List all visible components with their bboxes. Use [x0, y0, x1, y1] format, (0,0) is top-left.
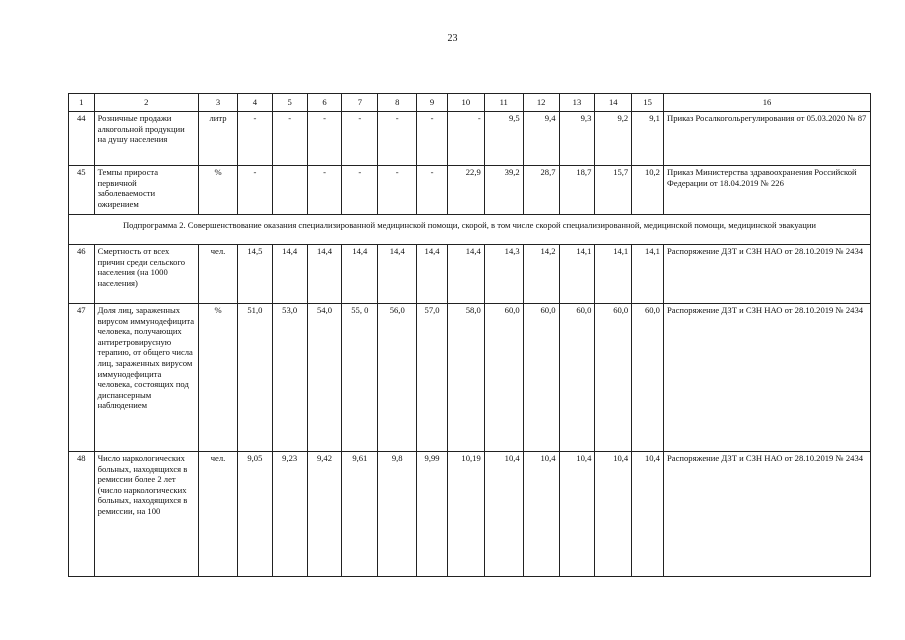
indicator-name: Темпы прироста первичной заболеваемости ожирением	[94, 166, 198, 215]
value-cell: 60,0	[523, 304, 559, 452]
value-cell: 14,4	[378, 245, 417, 304]
value-cell: 55, 0	[342, 304, 378, 452]
unit-cell: литр	[199, 112, 238, 166]
value-cell: 14,2	[523, 245, 559, 304]
value-cell: -	[417, 112, 448, 166]
value-cell: 58,0	[447, 304, 484, 452]
column-header: 10	[447, 94, 484, 112]
value-cell: 18,7	[559, 166, 595, 215]
value-cell: 14,4	[307, 245, 342, 304]
value-cell	[272, 166, 307, 215]
table-row	[69, 304, 871, 452]
value-cell: 10,4	[595, 452, 632, 577]
subprogram-title: Подпрограмма 2. Совершенствование оказания специализированной медицинской помощи, скорой, в том числе скорой специализированной, медицинской помощи, медицинской эвакуации	[69, 215, 871, 245]
value-cell: 9,8	[378, 452, 417, 577]
column-header: 9	[417, 94, 448, 112]
value-cell: 9,2	[595, 112, 632, 166]
value-cell: -	[237, 166, 272, 215]
value-cell: 9,99	[417, 452, 448, 577]
value-cell: 51,0	[237, 304, 272, 452]
value-cell: -	[378, 166, 417, 215]
value-cell: -	[237, 112, 272, 166]
value-cell: 10,4	[632, 452, 664, 577]
column-header: 5	[272, 94, 307, 112]
value-cell: -	[342, 112, 378, 166]
column-header: 8	[378, 94, 417, 112]
column-header: 11	[484, 94, 523, 112]
value-cell: 14,4	[272, 245, 307, 304]
indicator-name: Смертность от всех причин среди сельского населения (на 1000 населения)	[94, 245, 198, 304]
value-cell: -	[342, 166, 378, 215]
value-cell: -	[307, 112, 342, 166]
value-cell: 60,0	[484, 304, 523, 452]
value-cell: 14,3	[484, 245, 523, 304]
indicator-name: Доля лиц, зараженных вирусом иммунодефицита человека, получающих антиретровирусную терапию, от общего числа лиц, зараженных вирусом иммунодефицита человека, состоящих под диспансерным наблюдением	[94, 304, 198, 452]
unit-cell: %	[199, 304, 238, 452]
column-header: 4	[237, 94, 272, 112]
value-cell: 54,0	[307, 304, 342, 452]
value-cell: 10,4	[559, 452, 595, 577]
source-document: Распоряжение ДЗТ и СЗН НАО от 28.10.2019 № 2434	[663, 304, 870, 452]
column-header: 16	[663, 94, 870, 112]
column-header: 7	[342, 94, 378, 112]
value-cell: 22,9	[447, 166, 484, 215]
unit-cell: %	[199, 166, 238, 215]
value-cell: 10,4	[523, 452, 559, 577]
value-cell: 9,23	[272, 452, 307, 577]
unit-cell: чел.	[199, 245, 238, 304]
value-cell: -	[272, 112, 307, 166]
value-cell: 9,5	[484, 112, 523, 166]
row-number: 48	[69, 452, 95, 577]
unit-cell: чел.	[199, 452, 238, 577]
source-document: Приказ Министерства здравоохранения Российской Федерации от 18.04.2019 № 226	[663, 166, 870, 215]
value-cell: 14,4	[447, 245, 484, 304]
source-document: Приказ Росалкогольрегулирования от 05.03.2020 № 87	[663, 112, 870, 166]
value-cell: 9,05	[237, 452, 272, 577]
row-number: 45	[69, 166, 95, 215]
row-number: 46	[69, 245, 95, 304]
header-row	[69, 94, 871, 112]
column-header: 1	[69, 94, 95, 112]
value-cell: 28,7	[523, 166, 559, 215]
table-row	[69, 112, 871, 166]
column-header: 12	[523, 94, 559, 112]
indicator-name: Розничные продажи алкогольной продукции на душу населения	[94, 112, 198, 166]
value-cell: 53,0	[272, 304, 307, 452]
column-header: 3	[199, 94, 238, 112]
value-cell: 60,0	[595, 304, 632, 452]
table-row	[69, 452, 871, 577]
value-cell: 10,19	[447, 452, 484, 577]
value-cell: 9,4	[523, 112, 559, 166]
value-cell: -	[378, 112, 417, 166]
value-cell: 14,4	[417, 245, 448, 304]
value-cell: 56,0	[378, 304, 417, 452]
value-cell: 10,2	[632, 166, 664, 215]
value-cell: 60,0	[559, 304, 595, 452]
indicator-name: Число наркологических больных, находящихся в ремиссии более 2 лет (число наркологических больных, находящихся в ремиссии, на 100	[94, 452, 198, 577]
column-header: 15	[632, 94, 664, 112]
value-cell: 14,5	[237, 245, 272, 304]
value-cell: -	[307, 166, 342, 215]
value-cell: -	[417, 166, 448, 215]
value-cell: 60,0	[632, 304, 664, 452]
column-header: 6	[307, 94, 342, 112]
row-number: 44	[69, 112, 95, 166]
page-number: 23	[447, 33, 458, 44]
value-cell: 9,42	[307, 452, 342, 577]
value-cell: 15,7	[595, 166, 632, 215]
source-document: Распоряжение ДЗТ и СЗН НАО от 28.10.2019 № 2434	[663, 245, 870, 304]
value-cell: 14,4	[342, 245, 378, 304]
value-cell: 14,1	[559, 245, 595, 304]
value-cell: 57,0	[417, 304, 448, 452]
subprogram-row	[69, 215, 871, 245]
table-row	[69, 166, 871, 215]
table-row	[69, 245, 871, 304]
row-number: 47	[69, 304, 95, 452]
value-cell: 9,61	[342, 452, 378, 577]
value-cell: -	[447, 112, 484, 166]
indicators-table	[68, 93, 871, 577]
value-cell: 39,2	[484, 166, 523, 215]
value-cell: 9,3	[559, 112, 595, 166]
source-document: Распоряжение ДЗТ и СЗН НАО от 28.10.2019 № 2434	[663, 452, 870, 577]
value-cell: 14,1	[632, 245, 664, 304]
value-cell: 10,4	[484, 452, 523, 577]
value-cell: 9,1	[632, 112, 664, 166]
column-header: 14	[595, 94, 632, 112]
column-header: 13	[559, 94, 595, 112]
value-cell: 14,1	[595, 245, 632, 304]
column-header: 2	[94, 94, 198, 112]
